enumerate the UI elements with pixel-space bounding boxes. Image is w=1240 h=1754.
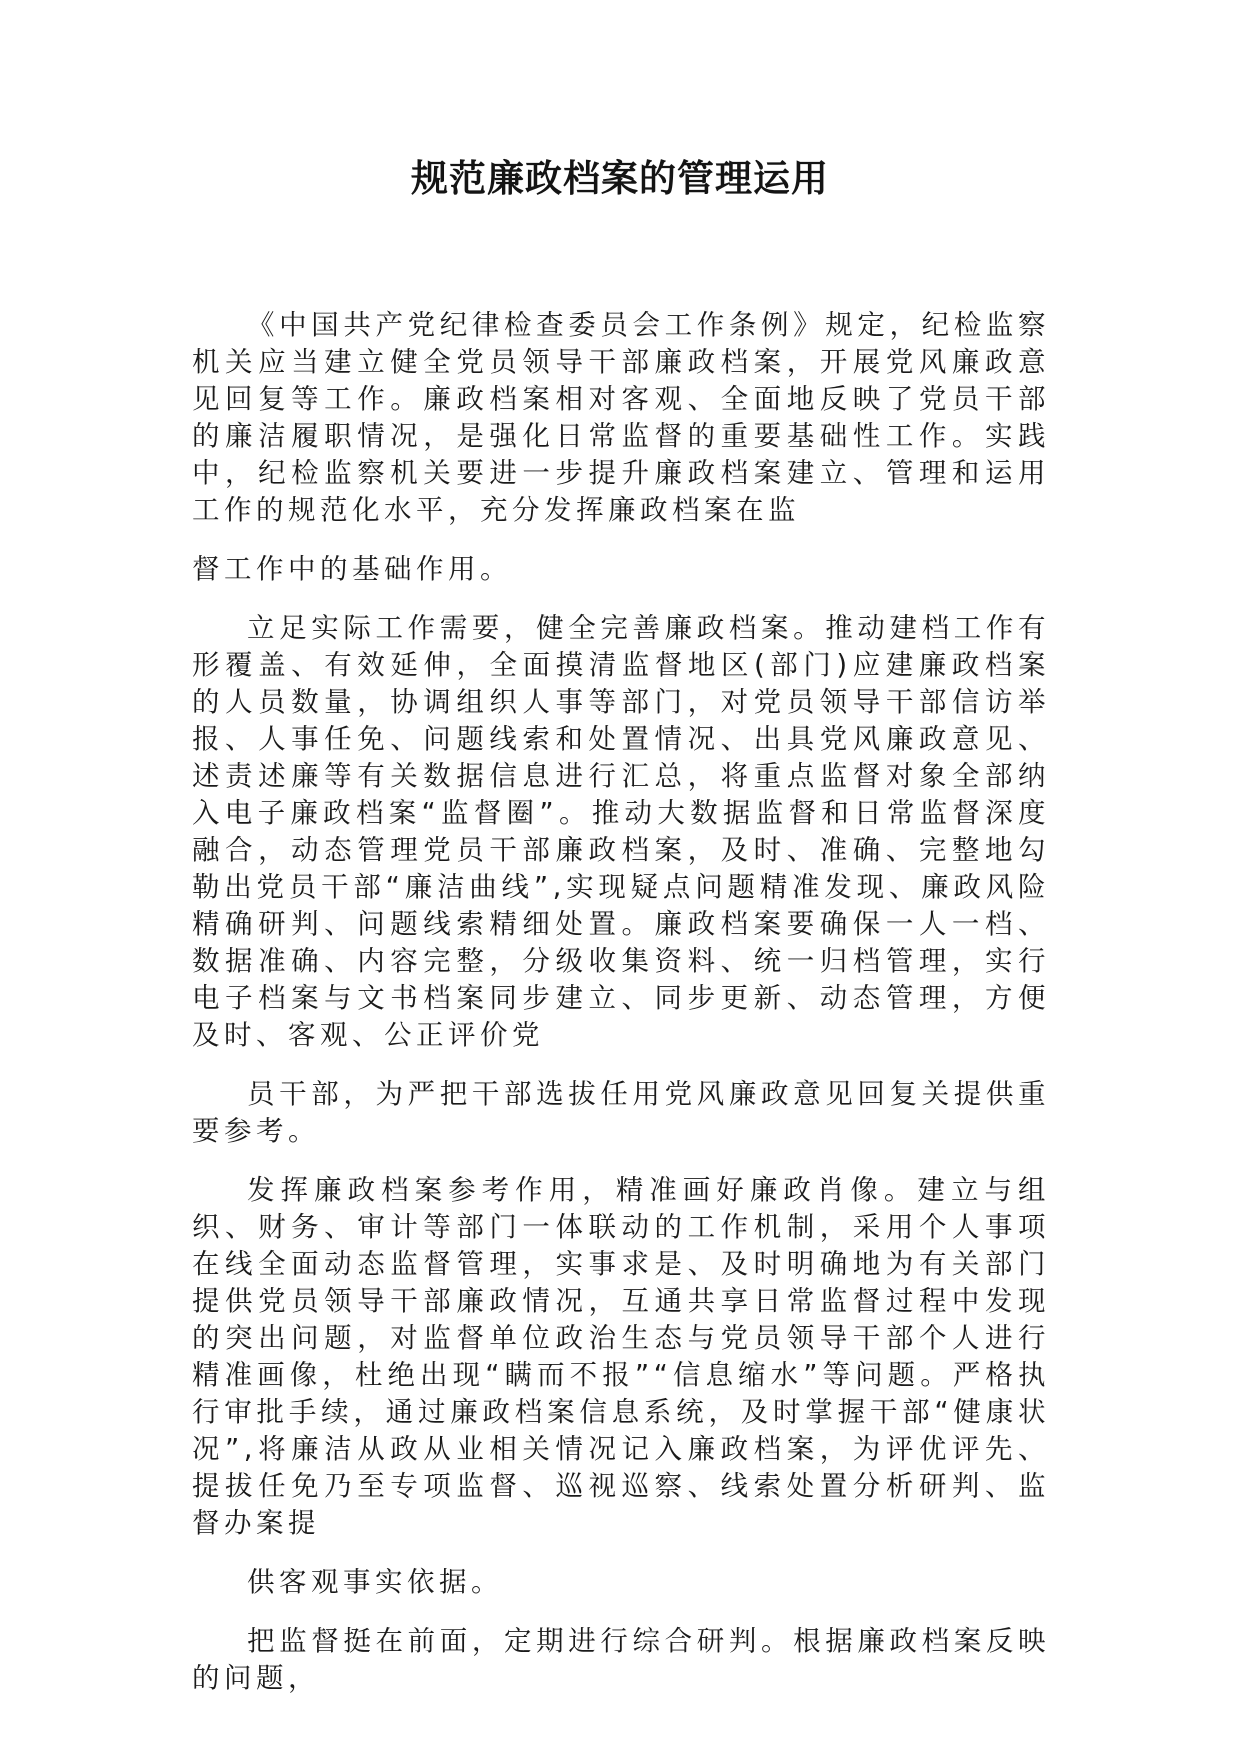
paragraph-1-tail: 督工作中的基础作用。 <box>192 553 512 585</box>
document-title: 规范廉政档案的管理运用 <box>411 156 829 200</box>
paragraph-3-main: 发挥廉政档案参考作用，精准画好廉政肖像。建立与组织、财务、审计等部门一体联动的工作机制，采用个人事项在线全面动态监督管理，实事求是、及时明确地为有关部门提供党员领导干部廉政情况，互通共享日常监督过程中发现的突出问题，对监督单位政治生态与党员领导干部个人进行精准画像，杜绝出现“瞒而不报”“信息缩水”等问题。严格执行审批手续，通过廉政档案信息系统，及时掌握干部“健康状况”,将廉洁从政从业相关情况记入廉政档案，为评优评先、提拔任免乃至专项监督、巡视巡察、线索处置分析研判、监督办案提 <box>192 1174 1050 1539</box>
paragraph-2-tail: 员干部，为严把干部选拔任用党风廉政意见回复关提供重要参考。 <box>192 1078 1050 1147</box>
paragraph-4-main: 把监督挺在前面，定期进行综合研判。根据廉政档案反映的问题， <box>192 1625 1050 1694</box>
paragraph-1 <box>192 307 1050 588</box>
paragraph-2-main: 立足实际工作需要，健全完善廉政档案。推动建档工作有形覆盖、有效延伸，全面摸清监督地区(部门)应建廉政档案的人员数量，协调组织人事等部门，对党员领导干部信访举报、人事任免、问题线索和处置情况、出具党风廉政意见、述责述廉等有关数据信息进行汇总，将重点监督对象全部纳入电子廉政档案“监督圈”。推动大数据监督和日常监督深度融合，动态管理党员干部廉政档案，及时、准确、完整地勾勒出党员干部“廉洁曲线”,实现疑点问题精准发现、廉政风险精确研判、问题线索精细处置。廉政档案要确保一人一档、数据准确、内容完整，分级收集资料、统一归档管理，实行电子档案与文书档案同步建立、同步更新、动态管理，方便及时、客观、公正评价党 <box>192 612 1050 1051</box>
document-body <box>192 307 1050 1697</box>
paragraph-3-tail: 供客观事实依据。 <box>247 1566 503 1598</box>
paragraph-4 <box>192 1623 1050 1697</box>
paragraph-3 <box>192 1172 1050 1601</box>
paragraph-1-main: 《中国共产党纪律检查委员会工作条例》规定，纪检监察机关应当建立健全党员领导干部廉政档案，开展党风廉政意见回复等工作。廉政档案相对客观、全面地反映了党员干部的廉洁履职情况，是强化日常监督的重要基础性工作。实践中，纪检监察机关要进一步提升廉政档案建立、管理和运用工作的规范化水平，充分发挥廉政档案在监 <box>192 309 1050 526</box>
paragraph-2 <box>192 610 1050 1150</box>
